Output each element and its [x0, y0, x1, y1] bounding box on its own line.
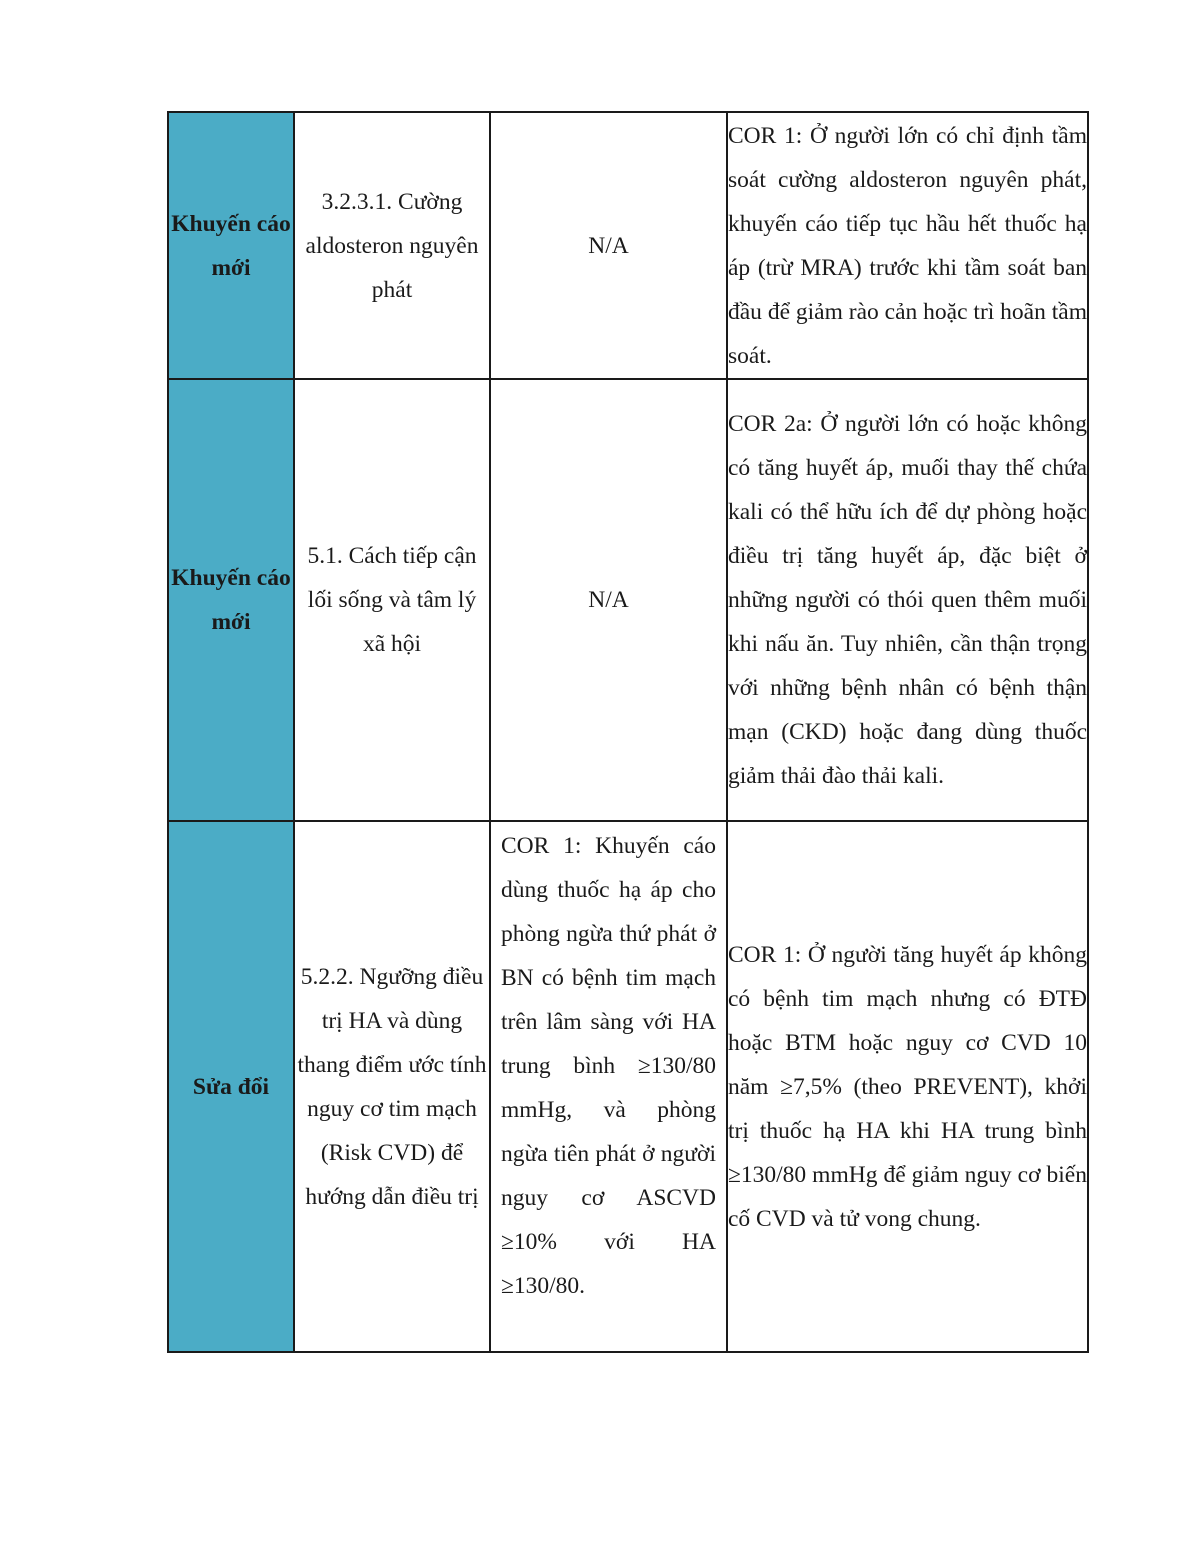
- section-cell: [294, 112, 490, 379]
- new-recommendation-text: COR 1: Ở người tăng huyết áp không có bệnh tim mạch nhưng có ĐTĐ hoặc BTM hoặc nguy cơ CVD 10 năm ≥7,5% (theo PREVENT), khởi trị thuốc hạ HA khi HA trung bình ≥130/80 mmHg để giảm nguy cơ biến cố CVD và tử vong chung.: [728, 941, 1087, 1232]
- table-row: [168, 112, 1088, 379]
- recommendation-type-label: Khuyến cáo mới: [171, 565, 291, 635]
- new-recommendation-cell: [727, 112, 1088, 379]
- recommendation-type-cell: [168, 379, 294, 821]
- new-recommendation-cell: [727, 379, 1088, 821]
- recommendation-type-cell: [168, 112, 294, 379]
- old-recommendation-cell: [490, 112, 727, 379]
- old-recommendation-cell: [490, 821, 727, 1352]
- section-title: 5.2.2. Ngưỡng điều trị HA và dùng thang điểm ước tính nguy cơ tim mạch (Risk CVD) để hướng dẫn điều trị: [297, 963, 487, 1210]
- section-cell: [294, 379, 490, 821]
- recommendation-type-label: Khuyến cáo mới: [171, 210, 291, 281]
- table-row: [168, 379, 1088, 821]
- new-recommendation-text: COR 2a: Ở người lớn có hoặc không có tăng huyết áp, muối thay thế chứa kali có thể hữu ích để dự phòng hoặc điều trị tăng huyết áp, đặc biệt ở những người có thói quen thêm muối khi nấu ăn. Tuy nhiên, cần thận trọng với những bệnh nhân có bệnh thận mạn (CKD) hoặc đang dùng thuốc giảm thải đào thải kali.: [728, 411, 1087, 789]
- recommendation-type-label: Sửa đổi: [192, 1073, 270, 1100]
- section-title: 5.1. Cách tiếp cận lối sống và tâm lý xã hội: [307, 543, 477, 657]
- old-recommendation-text: N/A: [588, 232, 629, 259]
- old-recommendation-text: COR 1: Khuyến cáo dùng thuốc hạ áp cho phòng ngừa thứ phát ở BN có bệnh tim mạch trên lâm sàng với HA trung bình ≥130/80 mmHg, và phòng ngừa tiên phát ở người nguy cơ ASCVD ≥10% với HA ≥130/80.: [501, 833, 716, 1299]
- section-title: 3.2.3.1. Cường aldosteron nguyên phát: [305, 188, 479, 303]
- new-recommendation-cell: [727, 821, 1088, 1352]
- table-row: [168, 821, 1088, 1352]
- guideline-comparison-table: [167, 111, 1089, 1353]
- old-recommendation-cell: [490, 379, 727, 821]
- recommendation-type-cell: [168, 821, 294, 1352]
- old-recommendation-text: N/A: [588, 587, 629, 613]
- new-recommendation-text: COR 1: Ở người lớn có chỉ định tầm soát cường aldosteron nguyên phát, khuyến cáo tiếp tục hầu hết thuốc hạ áp (trừ MRA) trước khi tầm soát ban đầu để giảm rào cản hoặc trì hoãn tầm soát.: [728, 122, 1087, 369]
- section-cell: [294, 821, 490, 1352]
